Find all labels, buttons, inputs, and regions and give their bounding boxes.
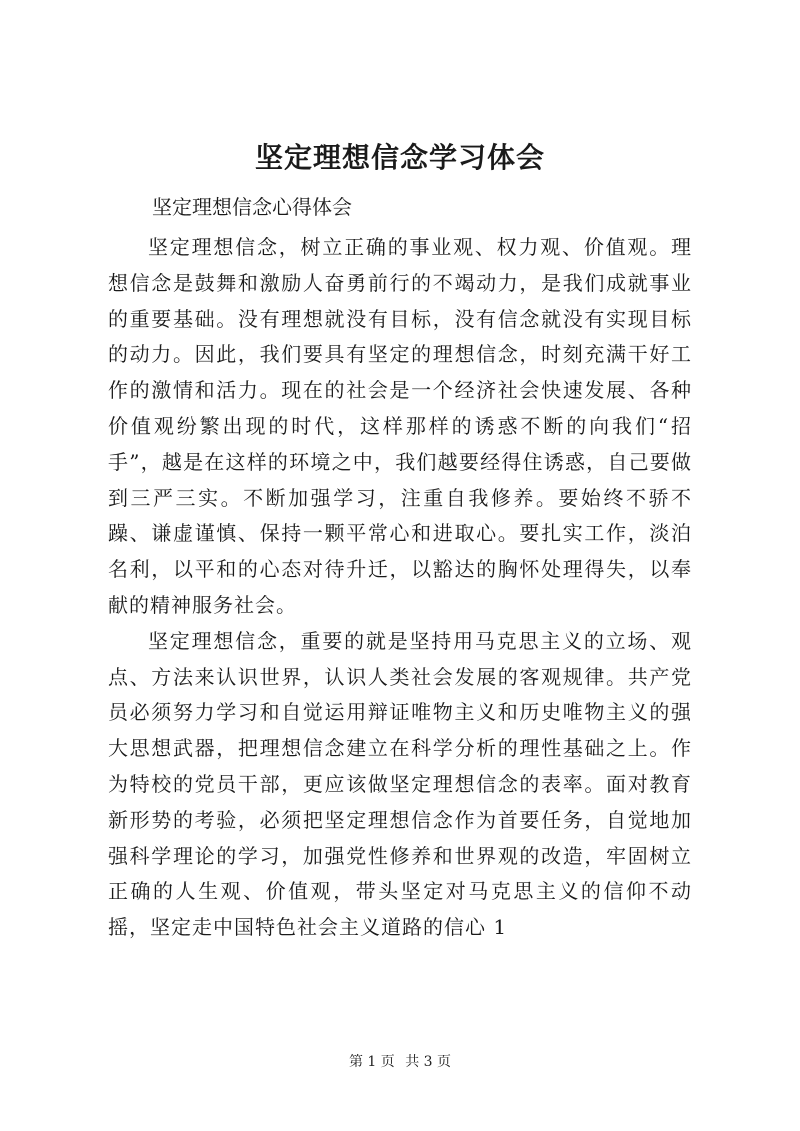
page-footer bbox=[0, 1052, 800, 1072]
document-body bbox=[108, 230, 692, 946]
page-number-total: 共 3 页 bbox=[405, 1054, 452, 1070]
document-subtitle: 坚定理想信念心得体会 bbox=[152, 195, 352, 219]
paragraph-2: 坚定理想信念，重要的就是坚持用马克思主义的立场、观点、方法来认识世界，认识人类社会发展的客观规律。共产党员必须努力学习和自觉运用辩证唯物主义和历史唯物主义的强大思想武器，把理想信念建立在科学分析的理性基础之上。作为特校的党员干部，更应该做坚定理想信念的表率。面对教育新形势的考验，必须把坚定理想信念作为首要任务，自觉地加强科学理论的学习，加强党性修养和世界观的改造，牢固树立正确的人生观、价值观，带头坚定对马克思主义的信仰不动摇，坚定走中国特色社会主义道路的信心 1 bbox=[108, 628, 692, 940]
paragraph-1: 坚定理想信念，树立正确的事业观、权力观、价值观。理想信念是鼓舞和激励人奋勇前行的不竭动力，是我们成就事业的重要基础。没有理想就没有目标，没有信念就没有实现目标的动力。因此，我们要具有坚定的理想信念，时刻充满干好工作的激情和活力。现在的社会是一个经济社会快速发展、各种价值观纷繁出现的时代，这样那样的诱惑不断的向我们“招手”，越是在这样的环境之中，我们越要经得住诱惑，自己要做到三严三实。不断加强学习，注重自我修养。要始终不骄不躁、谦虚谨慎、保持一颗平常心和进取心。要扎实工作，淡泊名利，以平和的心态对待升迁，以豁达的胸怀处理得失，以奉献的精神服务社会。 bbox=[108, 235, 692, 617]
page-number-current: 第 1 页 bbox=[348, 1054, 395, 1070]
document-title: 坚定理想信念学习体会 bbox=[254, 141, 545, 174]
